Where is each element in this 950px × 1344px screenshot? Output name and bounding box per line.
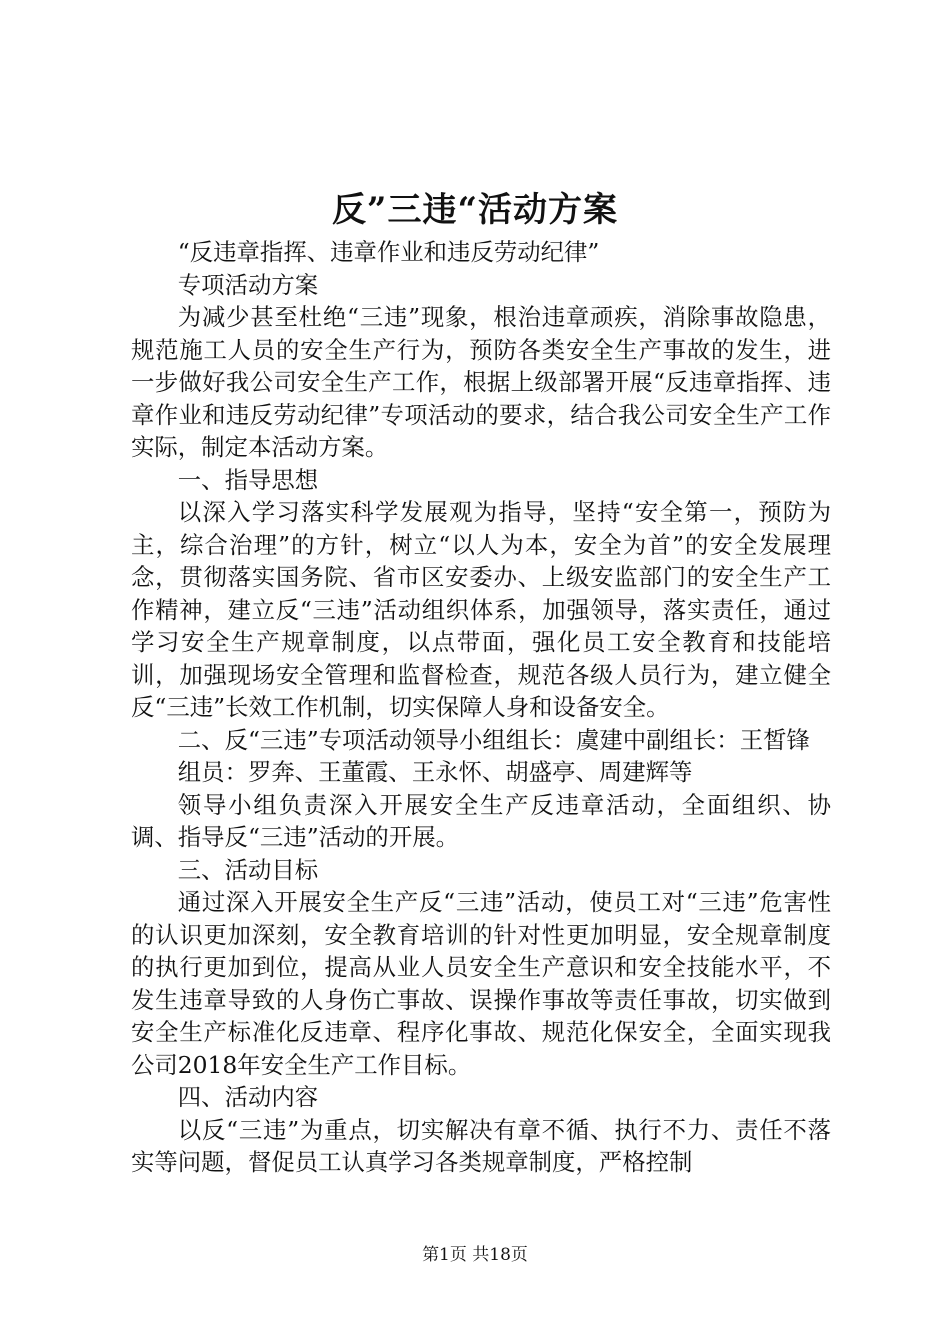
- section-heading-leadership-group: 二、反“三违”专项活动领导小组组长：虞建中副组长：王皙锋: [177, 725, 810, 754]
- page-number-footer: 第1页 共18页: [422, 1245, 528, 1265]
- section-heading-guiding-idea: 一、指导思想: [177, 465, 319, 494]
- leadership-duty-paragraph: 领导小组负责深入开展安全生产反违章活动，全面组织、协调、指导反“三违”活动的开展。: [131, 790, 831, 851]
- subtitle-line-2: 专项活动方案: [177, 270, 319, 299]
- goals-paragraph: 通过深入开展安全生产反“三违”活动，使员工对“三违”危害性的认识更加深刻，安全教育培训的针对性更加明显，安全规章制度的执行更加到位，提高从业人员安全生产意识和安全技能水平，不发生违章导致的人身伤亡事故、误操作事故等责任事故，切实做到安全生产标准化反违章、程序化事故、规范化保安全，全面实现我公司2018年安全生产工作目标。: [131, 888, 831, 1079]
- section-heading-goals: 三、活动目标: [177, 855, 319, 884]
- intro-paragraph: 为减少甚至杜绝“三违”现象，根治违章顽疾，消除事故隐患，规范施工人员的安全生产行为，预防各类安全生产事故的发生，进一步做好我公司安全生产工作，根据上级部署开展“反违章指挥、违章作业和违反劳动纪律”专项活动的要求，结合我公司安全生产工作实际，制定本活动方案。: [131, 303, 831, 461]
- document-title: 反”三违“活动方案: [331, 190, 619, 230]
- subtitle-line-1: “反违章指挥、违章作业和违反劳动纪律”: [177, 238, 600, 266]
- group-members-line: 组员：罗奔、王董霞、王永怀、胡盛亭、周建辉等: [177, 758, 693, 786]
- section-heading-content: 四、活动内容: [177, 1083, 319, 1111]
- document-body: [131, 236, 831, 1179]
- content-paragraph: 以反“三违”为重点，切实解决有章不循、执行不力、责任不落实等问题，督促员工认真学习各类规章制度，严格控制: [131, 1115, 831, 1176]
- guiding-idea-paragraph: 以深入学习落实科学发展观为指导，坚持“安全第一，预防为主，综合治理”的方针，树立“以人为本，安全为首”的安全发展理念，贯彻落实国务院、省市区安委办、上级安监部门的安全生产工作精神，建立反“三违”活动组织体系，加强领导，落实责任，通过学习安全生产规章制度，以点带面，强化员工安全教育和技能培训，加强现场安全管理和监督检查，规范各级人员行为，建立健全反“三违”长效工作机制，切实保障人身和设备安全。: [131, 498, 831, 721]
